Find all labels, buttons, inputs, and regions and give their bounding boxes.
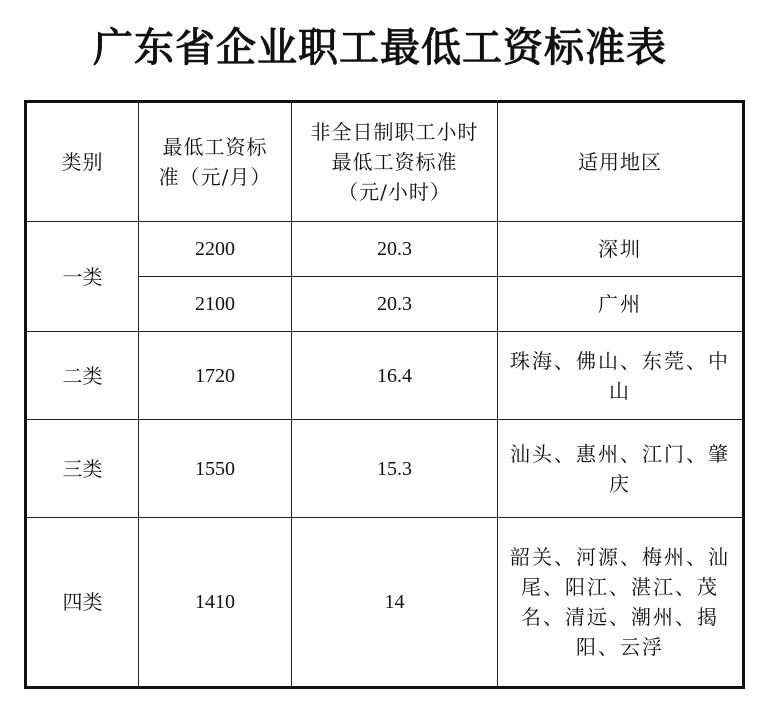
hourly-wage-cell: 14 bbox=[292, 518, 498, 688]
page-title: 广东省企业职工最低工资标准表 bbox=[93, 25, 667, 71]
monthly-wage-cell: 1410 bbox=[139, 518, 292, 688]
monthly-wage-cell: 2200 bbox=[139, 222, 292, 277]
monthly-wage-cell: 1550 bbox=[139, 420, 292, 518]
category-cell: 三类 bbox=[26, 420, 139, 518]
table-row bbox=[26, 332, 744, 420]
hourly-wage-cell: 20.3 bbox=[292, 277, 498, 332]
regions-cell: 韶关、河源、梅州、汕尾、阳江、湛江、茂名、清远、潮州、揭阳、云浮 bbox=[498, 518, 744, 688]
table-header-row bbox=[26, 102, 744, 222]
minimum-wage-table bbox=[24, 100, 745, 689]
header-monthly-min: 最低工资标准（元/月） bbox=[139, 102, 292, 222]
table-row bbox=[26, 518, 744, 688]
hourly-wage-cell: 20.3 bbox=[292, 222, 498, 277]
header-category: 类别 bbox=[26, 102, 139, 222]
regions-cell: 深圳 bbox=[498, 222, 744, 277]
monthly-wage-cell: 2100 bbox=[139, 277, 292, 332]
header-regions: 适用地区 bbox=[498, 102, 744, 222]
header-hourly-min: 非全日制职工小时最低工资标准（元/小时） bbox=[292, 102, 498, 222]
category-cell: 一类 bbox=[26, 222, 139, 332]
regions-cell: 广州 bbox=[498, 277, 744, 332]
regions-cell: 珠海、佛山、东莞、中山 bbox=[498, 332, 744, 420]
hourly-wage-cell: 15.3 bbox=[292, 420, 498, 518]
table-row bbox=[26, 420, 744, 518]
monthly-wage-cell: 1720 bbox=[139, 332, 292, 420]
category-cell: 二类 bbox=[26, 332, 139, 420]
category-cell: 四类 bbox=[26, 518, 139, 688]
table-row bbox=[26, 222, 744, 277]
regions-cell: 汕头、惠州、江门、肇庆 bbox=[498, 420, 744, 518]
hourly-wage-cell: 16.4 bbox=[292, 332, 498, 420]
